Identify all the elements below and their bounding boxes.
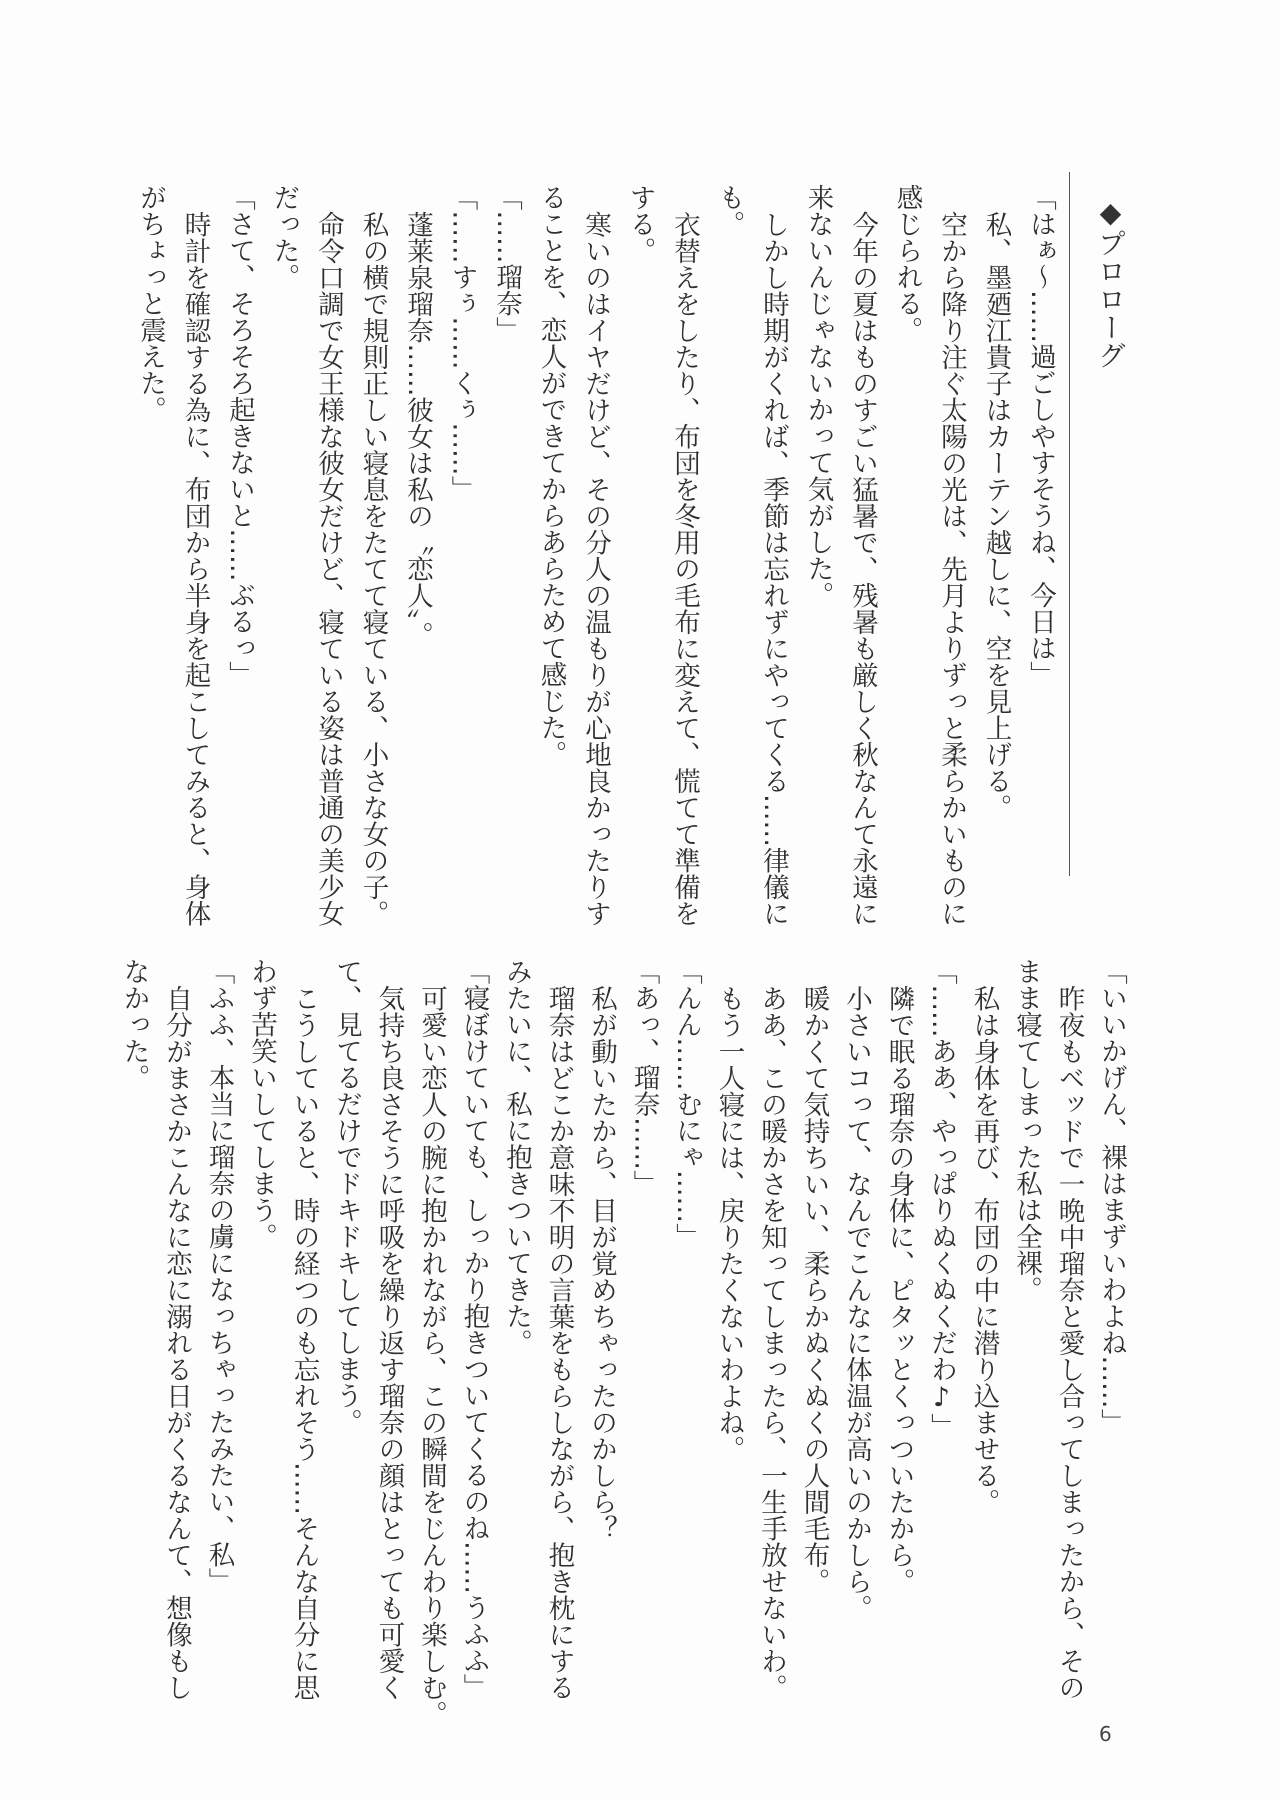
paragraph — [395, 184, 440, 884]
text-line: ああ、この暖かさを知ってしまったら、一生手放せないわ。 — [756, 984, 787, 1700]
text-line: 可愛い恋人の腕に抱かれながら、この瞬間をじんわり楽しむ。 — [416, 984, 447, 1727]
text-line: 空から降り注ぐ太陽の光は、先月よりずっと柔らかいものに — [936, 210, 967, 926]
paragraph — [495, 958, 580, 1700]
paragraph — [197, 958, 240, 1658]
text-line: なかった。 — [118, 958, 150, 1091]
paragraph — [884, 184, 973, 926]
paragraph — [410, 958, 453, 1727]
text-block-bottom — [112, 958, 1132, 1727]
text-line: 私が動いたから、目が覚めちゃったのかしら？ — [586, 984, 617, 1541]
text-line: も。 — [713, 184, 745, 237]
paragraph — [261, 184, 350, 926]
paragraph — [962, 958, 1005, 1658]
paragraph — [973, 184, 1018, 884]
paragraph — [1090, 958, 1133, 1658]
text-line: する。 — [624, 184, 656, 264]
paragraph — [920, 958, 963, 1658]
paragraph — [795, 184, 884, 926]
text-line: 「いいかげん、裸はまずいわよね……」 — [1096, 958, 1127, 1435]
text-line: 隣で眠る瑠奈の身体に、ピタッとくっついたから。 — [883, 984, 915, 1594]
text-line: 気持ち良さそうに呼吸を繰り返す瑠奈の顔はとっても可愛く — [373, 984, 405, 1700]
paragraph — [217, 184, 262, 884]
paragraph — [484, 184, 529, 884]
text-line: こうしていると、時の経つのも忘れそう……そんな自分に思 — [288, 984, 320, 1700]
paragraph — [877, 958, 920, 1658]
text-line: 寒いのはイヤだけど、その分人の温もりが心地良かったりす — [580, 210, 611, 926]
text-line: もう一人寝には、戻りたくないわよね。 — [713, 984, 745, 1462]
text-line: 衣替えをしたり、布団を冬用の毛布に変えて、慌てて準備を — [669, 210, 700, 926]
text-line: わず苦笑いしてしまう。 — [246, 958, 277, 1250]
paragraph — [707, 958, 750, 1658]
page-number: 6 — [1099, 1722, 1112, 1746]
text-line: 「……すぅ……くぅ……」 — [446, 184, 478, 502]
text-line: まま寝てしまった私は全裸。 — [1011, 958, 1042, 1303]
text-line: 「……瑠奈」 — [491, 184, 522, 343]
text-line: がちょっと震えた。 — [135, 184, 166, 423]
paragraph — [528, 184, 617, 926]
paragraph — [792, 958, 835, 1658]
chapter-heading: ◆プロローグ — [1094, 196, 1127, 369]
paragraph — [128, 184, 217, 926]
text-line: 感じられる。 — [891, 184, 923, 343]
text-line: 今年の夏はものすごい猛暑で、残暑も厳しく秋なんて永遠に — [847, 210, 878, 926]
text-line: 時計を確認する為に、布団から半身を起こしてみると、身体 — [179, 210, 211, 926]
text-line: だった。 — [268, 184, 300, 290]
paragraph — [1018, 184, 1063, 884]
text-line: 蓬莱泉瑠奈……彼女は私の〝恋人〟。 — [402, 210, 433, 648]
paragraph — [580, 958, 623, 1658]
text-line: ることを、恋人ができてからあらためて感じた。 — [535, 184, 567, 767]
paragraph — [622, 958, 665, 1658]
paragraph — [112, 958, 197, 1700]
text-line: 昨夜もベッドで一晩中瑠奈と愛し合ってしまったから、その — [1053, 984, 1085, 1700]
paragraph — [835, 958, 878, 1658]
text-line: みたいに、私に抱きついてきた。 — [501, 958, 532, 1356]
paragraph — [1005, 958, 1090, 1700]
heading-divider — [1069, 172, 1070, 876]
text-line: 私、墨廼江貴子はカーテン越しに、空を見上げる。 — [980, 210, 1012, 820]
text-line: しかし時期がくれば、季節は忘れずにやってくる……律儀に — [758, 210, 789, 926]
text-line: 「……ああ、やっぱりぬくぬくだわ♪」 — [926, 958, 957, 1440]
paragraph — [706, 184, 795, 926]
text-line: 「寝ぼけていても、しっかり抱きついてくるのね……うふふ」 — [458, 958, 490, 1700]
text-line: 瑠奈はどこか意味不明の言葉をもらしながら、抱き枕にする — [543, 984, 575, 1700]
paragraph — [452, 958, 495, 1700]
text-line: 来ないんじゃないかって気がした。 — [802, 184, 834, 608]
text-line: 「ふふ、本当に瑠奈の虜になっちゃったみたい、私」 — [203, 958, 235, 1594]
text-line: 「あっ、瑠奈……」 — [628, 958, 660, 1197]
text-line: 私は身体を再び、布団の中に潜り込ませる。 — [968, 984, 1000, 1515]
text-line: 暖かくて気持ちいい、柔らかぬくぬくの人間毛布。 — [798, 984, 830, 1594]
text-line: 「んん……むにゃ……」 — [671, 958, 702, 1250]
text-line: 小さいコって、なんでこんなに体温が高いのかしら。 — [841, 984, 872, 1621]
text-line: 私の横で規則正しい寝息をたてて寝ている、小さな女の子。 — [357, 210, 389, 926]
text-line: 「さて、そろそろ起きないと……ぶるっ」 — [224, 184, 255, 688]
text-line: 自分がまさかこんなに恋に溺れる日がくるなんて、想像もし — [161, 984, 192, 1700]
paragraph — [325, 958, 410, 1700]
text-line: 命令口調で女王様な彼女だけど、寝ている姿は普通の美少女 — [313, 210, 344, 926]
text-block-top — [128, 184, 1063, 926]
text-line: 「はぁ〜……過ごしやすそうね、今日は」 — [1025, 184, 1056, 688]
text-line: て、見てるだけでドキドキしてしまう。 — [331, 958, 362, 1435]
paragraph — [665, 958, 708, 1658]
paragraph — [750, 958, 793, 1700]
paragraph — [439, 184, 484, 884]
paragraph — [240, 958, 325, 1700]
paragraph — [350, 184, 395, 926]
paragraph — [617, 184, 706, 926]
